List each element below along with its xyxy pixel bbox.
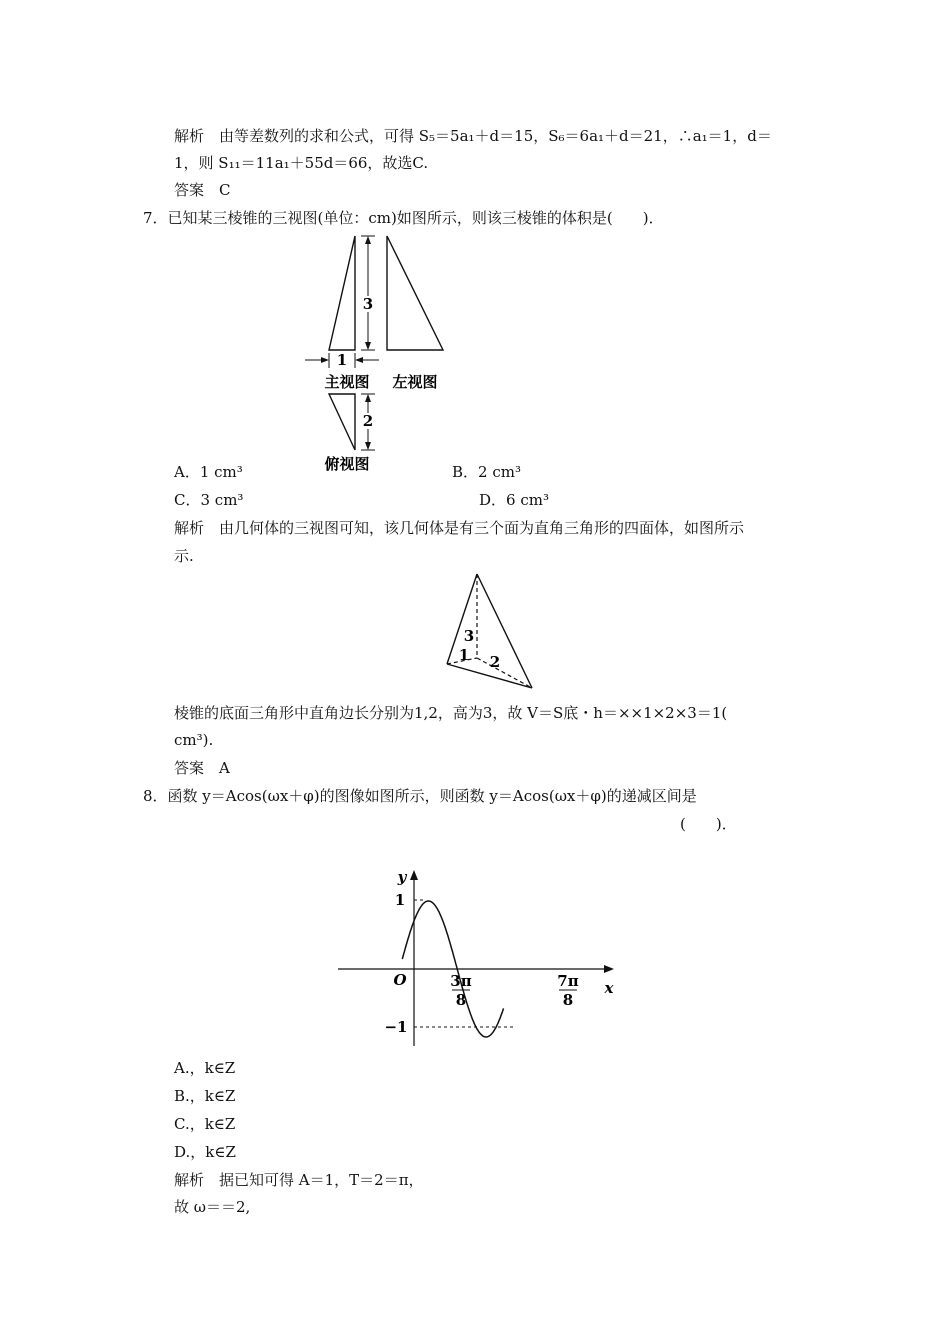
dim-depth-label: 2 bbox=[362, 412, 374, 430]
q6-answer: 答案 C bbox=[174, 181, 231, 199]
q8-option-d: D.，k∈Z bbox=[174, 1143, 236, 1161]
q7-option-d: D．6 cm³ bbox=[479, 491, 549, 509]
x-tick2-den: 8 bbox=[562, 991, 574, 1009]
q8-option-c: C.，k∈Z bbox=[174, 1115, 236, 1133]
x-tick1-num: 3π bbox=[450, 972, 472, 990]
dim-height-label: 3 bbox=[362, 295, 374, 313]
q8-stem-bracket: ( )． bbox=[680, 815, 737, 833]
y-tick-bottom: −1 bbox=[384, 1018, 408, 1036]
edge-2-label: 2 bbox=[489, 653, 501, 671]
q6-analysis-line1: 解析 由等差数列的求和公式，可得 S₅＝5a₁＋d＝15，S₆＝6a₁＋d＝21，∴a₁＝1，d＝ bbox=[174, 127, 772, 145]
q7-analysis-line2: 示. bbox=[174, 547, 194, 565]
y-axis-label: y bbox=[397, 868, 407, 886]
origin-label: O bbox=[393, 971, 407, 989]
q8-option-b: B.，k∈Z bbox=[174, 1087, 236, 1105]
q8-analysis-line1: 解析 据已知可得 A＝1，T＝2＝π， bbox=[174, 1171, 424, 1189]
x-tick2-num: 7π bbox=[557, 972, 579, 990]
dim-width-label: 1 bbox=[336, 351, 348, 369]
front-view-triangle bbox=[329, 236, 355, 350]
q7-option-c: C．3 cm³ bbox=[174, 491, 244, 509]
tetrahedron-figure bbox=[440, 568, 540, 696]
cosine-graph bbox=[330, 860, 630, 1050]
q7-stem: 7．已知某三棱锥的三视图(单位：cm)如图所示，则该三棱锥的体积是( )． bbox=[143, 209, 664, 227]
edge-1-label: 1 bbox=[458, 646, 470, 664]
q7-option-b: B．2 cm³ bbox=[452, 463, 521, 481]
x-axis-label: x bbox=[604, 979, 614, 997]
y-tick-top: 1 bbox=[394, 891, 406, 909]
side-view-triangle bbox=[387, 236, 443, 350]
q8-analysis-line2: 故 ω＝＝2, bbox=[174, 1198, 251, 1216]
top-view-label: 俯视图 bbox=[324, 455, 370, 473]
q7-calc-line1: 棱锥的底面三角形中直角边长分别为1,2，高为3，故 V＝S底・h＝××1×2×3＝1( bbox=[174, 704, 728, 722]
three-view-figure bbox=[295, 228, 470, 478]
top-view-triangle bbox=[329, 394, 355, 450]
q7-option-a: A．1 cm³ bbox=[174, 463, 243, 481]
q8-option-a: A.，k∈Z bbox=[174, 1059, 236, 1077]
side-view-label: 左视图 bbox=[392, 373, 438, 391]
q6-analysis-line2: 1，则 S₁₁＝11a₁＋55d＝66，故选C. bbox=[174, 154, 429, 172]
q8-stem: 8．函数 y＝Acos(ωx＋φ)的图像如图所示，则函数 y＝Acos(ωx＋φ)的递减区间是 bbox=[143, 787, 697, 805]
front-view-label: 主视图 bbox=[324, 373, 370, 391]
edge-3-label: 3 bbox=[463, 627, 475, 645]
q7-analysis-line1: 解析 由几何体的三视图可知，该几何体是有三个面为直角三角形的四面体，如图所示 bbox=[174, 519, 745, 537]
x-tick1-den: 8 bbox=[455, 991, 467, 1009]
q7-answer: 答案 A bbox=[174, 759, 230, 777]
q7-calc-line2: cm³). bbox=[174, 731, 214, 749]
